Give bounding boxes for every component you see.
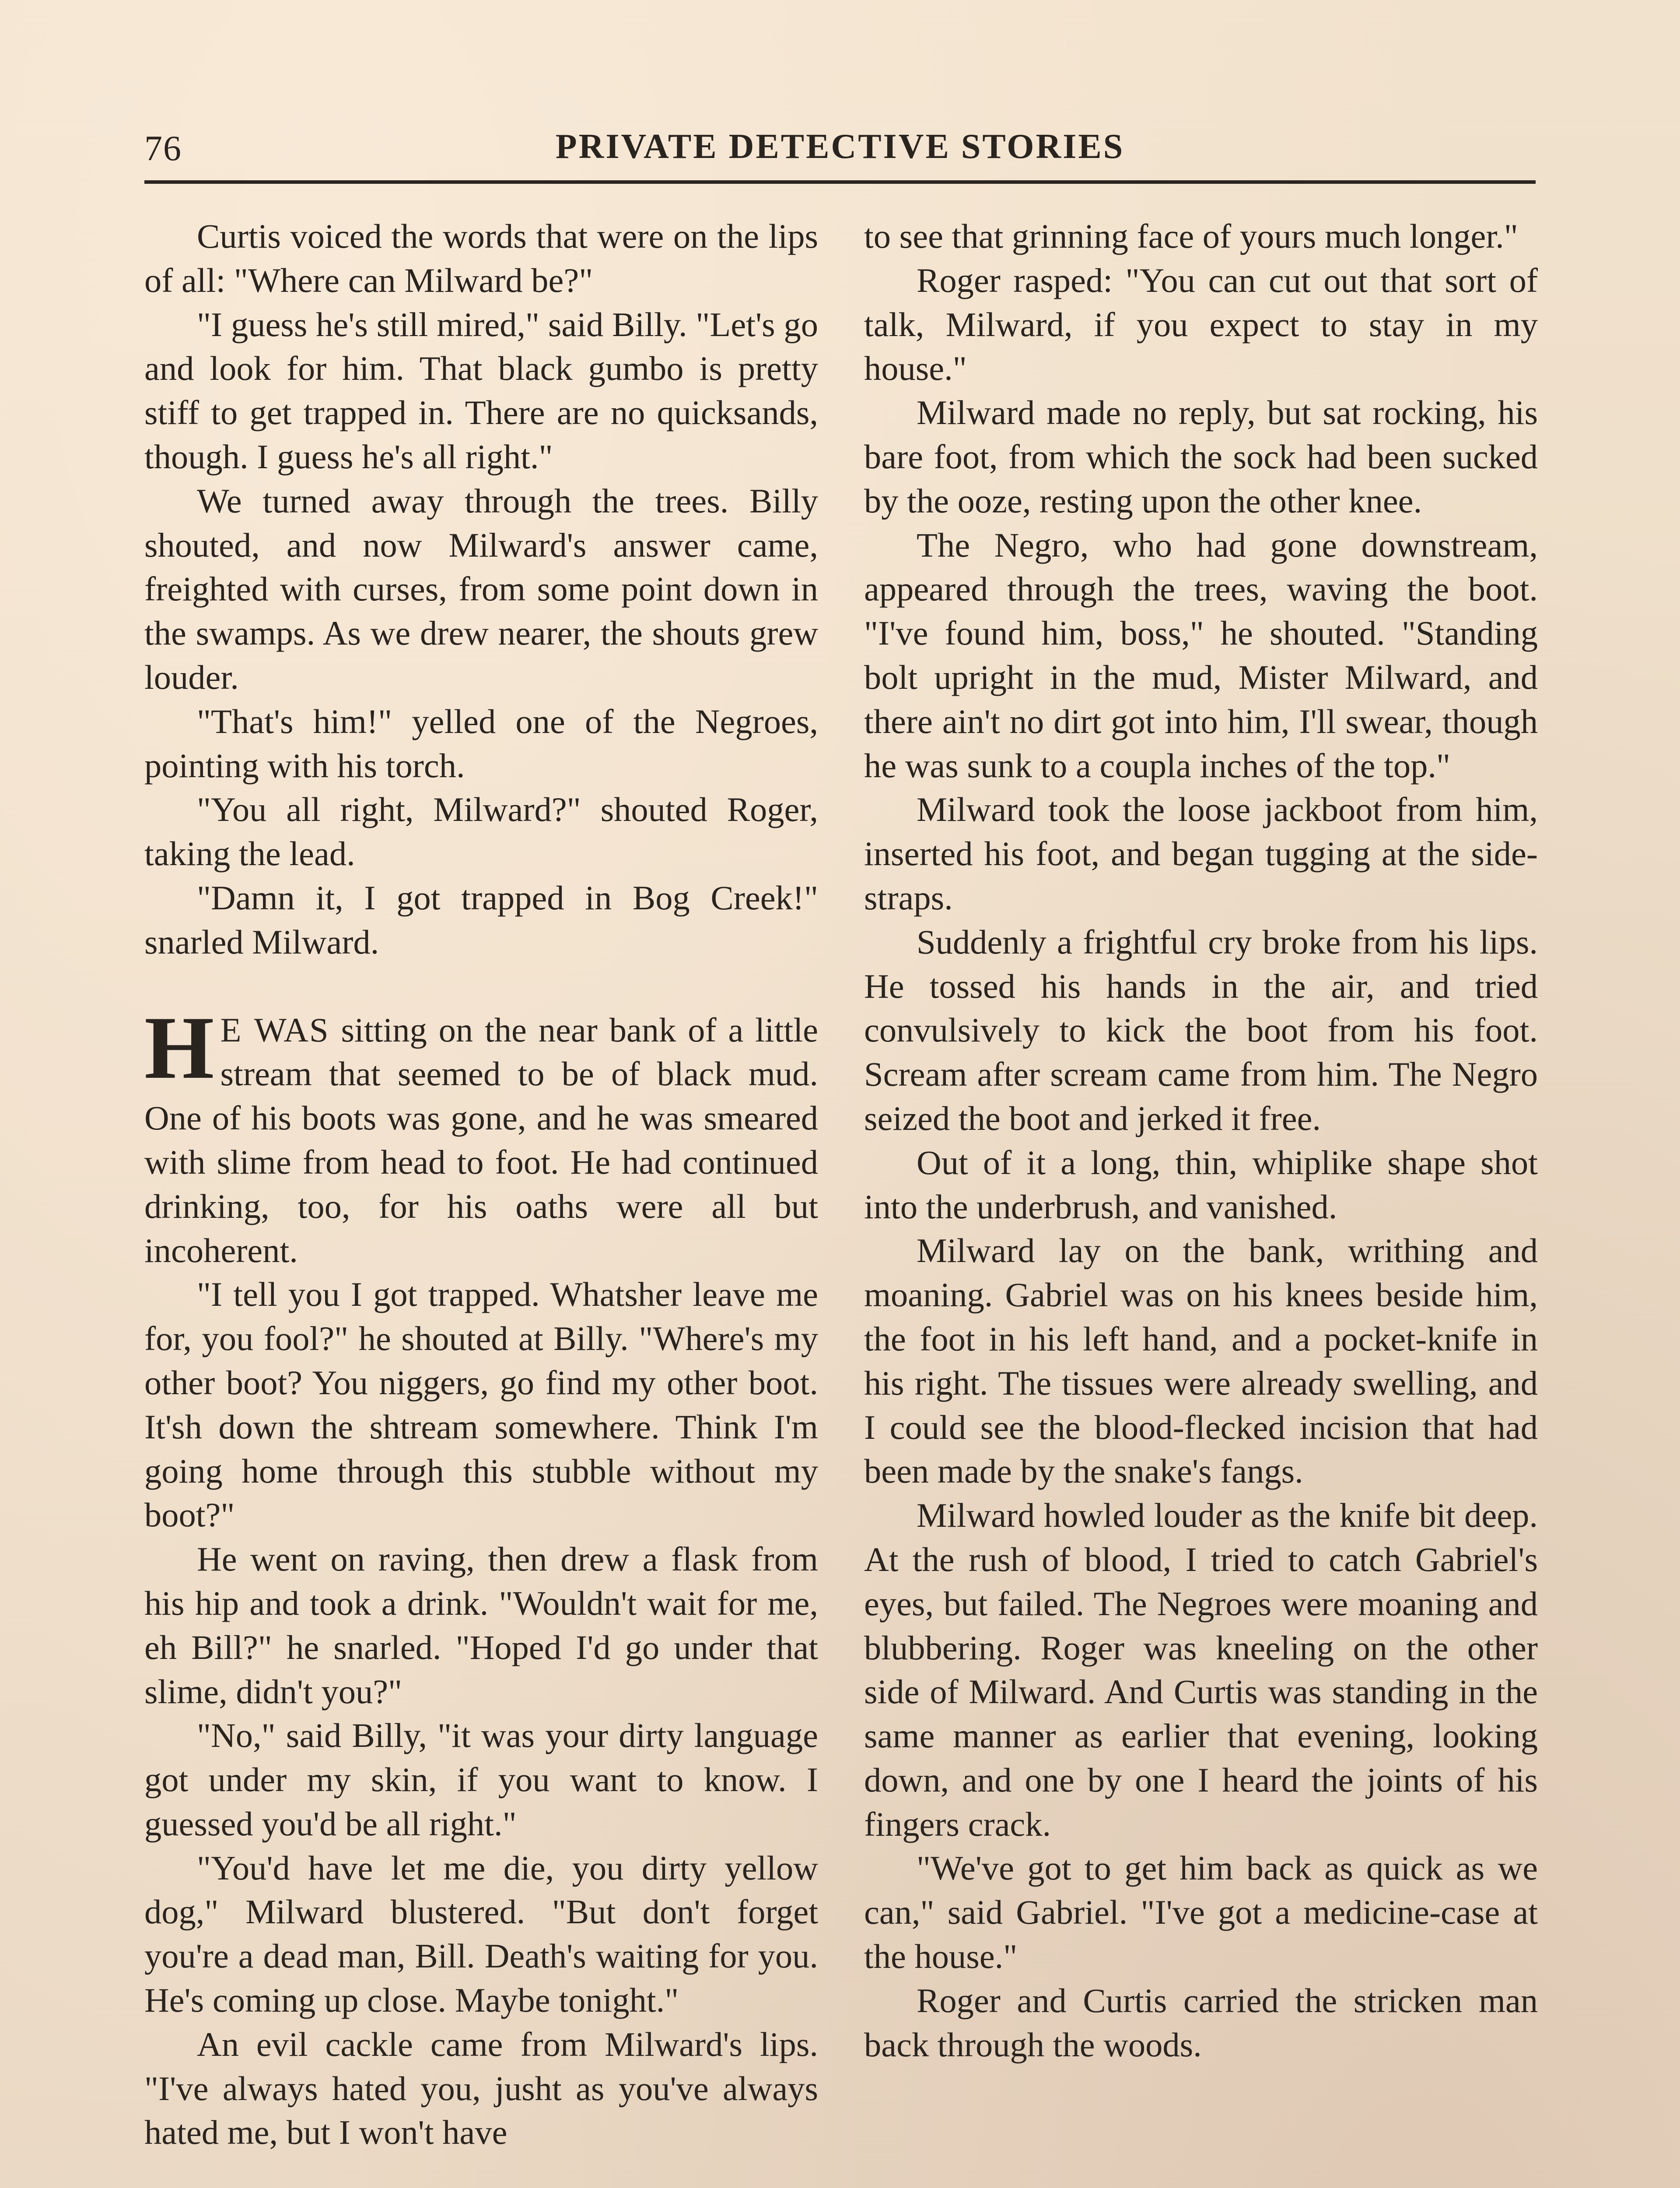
paragraph: Milward lay on the bank, writhing and moaning. Gabriel was on his knees beside him, the foot in his left hand, and a pocket-knife in his right. The tissues were already swelling, and I could see the blood-flecked incision that had been made by the snake's fangs. bbox=[864, 1231, 1538, 1490]
paragraph: "You all right, Milward?" shouted Roger, taking the lead. bbox=[144, 790, 818, 873]
paragraph: We turned away through the trees. Billy shouted, and now Milward's answer came, freighted with curses, from some point down in the swamps. As we drew nearer, the shouts grew louder. bbox=[144, 481, 818, 696]
paragraph: The Negro, who had gone downstream, appeared through the trees, waving the boot. "I've found him, boss," he shouted. "Standing bolt upright in the mud, Mister Milward, and there ain't no dirt got into him, I'll swear, though he was sunk to a coupla inches of the top." bbox=[864, 526, 1538, 785]
paragraph: Milward took the loose jackboot from him, inserted his foot, and began tugging at the side-straps. bbox=[864, 790, 1538, 917]
header-rule bbox=[144, 180, 1536, 184]
paragraph: He went on raving, then drew a flask from his hip and took a drink. "Wouldn't wait for me, eh Bill?" he snarled. "Hoped I'd go under that slime, didn't you?" bbox=[144, 1540, 818, 1711]
paragraph: Out of it a long, thin, whiplike shape shot into the underbrush, and vanished. bbox=[864, 1143, 1538, 1226]
paragraph: Curtis voiced the words that were on the lips of all: "Where can Milward be?" bbox=[144, 217, 818, 299]
right-column bbox=[864, 214, 1538, 2067]
dropcap-paragraph bbox=[144, 998, 818, 1273]
running-head bbox=[144, 118, 1536, 179]
dropcap-letter: H bbox=[144, 998, 214, 1098]
magazine-title: PRIVATE DETECTIVE STORIES bbox=[555, 127, 1125, 166]
paragraph: Suddenly a frightful cry broke from his lips. He tossed his hands in the air, and tried convulsively to kick the boot from his foot. Scream after scream came from him. The Negro seized the boot and jerked it free. bbox=[864, 922, 1538, 1137]
left-column bbox=[144, 214, 818, 2155]
page-number: 76 bbox=[144, 128, 182, 168]
paragraph: "Damn it, I got trapped in Bog Creek!" snarled Milward. bbox=[144, 878, 818, 961]
paragraph: "I tell you I got trapped. Whatsher leave me for, you fool?" he shouted at Billy. "Where's my other boot? You niggers, go find my other boot. It'sh down the shtream somewhere. Think I'm going home through this stubble without my boot?" bbox=[144, 1275, 818, 1534]
paragraph: Milward made no reply, but sat rocking, his bare foot, from which the sock had been sucked by the ooze, resting upon the other knee. bbox=[864, 393, 1538, 520]
paragraph: "No," said Billy, "it was your dirty language got under my skin, if you want to know. I guessed you'd be all right." bbox=[144, 1716, 818, 1843]
paragraph: "I guess he's still mired," said Billy. "Let's go and look for him. That black gumbo is pretty stiff to get trapped in. There are no quicksands, though. I guess he's all right." bbox=[144, 305, 818, 476]
paragraph: Roger rasped: "You can cut out that sort of talk, Milward, if you expect to stay in my house." bbox=[864, 261, 1538, 388]
paragraph: Milward howled louder as the knife bit deep. At the rush of blood, I tried to catch Gabriel's eyes, but failed. The Negroes were moaning and blubbering. Roger was kneeling on the other side of Milward. And Curtis was standing in the same manner as earlier that evening, looking down, and one by one I heard the joints of his fingers crack. bbox=[864, 1496, 1538, 1843]
dropcap-lead-words: E WAS bbox=[220, 1010, 329, 1049]
paragraph: Roger and Curtis carried the stricken man back through the woods. bbox=[864, 1981, 1538, 2064]
continued-paragraph: to see that grinning face of yours much longer." bbox=[864, 217, 1518, 255]
dropcap-paragraph-text: sitting on the near bank of a little stream that seemed to be of black mud. One of his boots was gone, and he was smeared with slime from head to foot. He had continued drinking, too, for his oaths were all but incoherent. bbox=[144, 1010, 818, 1269]
paragraph: "We've got to get him back as quick as we can," said Gabriel. "I've got a medicine-case at the house." bbox=[864, 1849, 1538, 1976]
paragraph: "You'd have let me die, you dirty yellow dog," Milward blustered. "But don't forget you're a dead man, Bill. Death's waiting for you. He's coming up close. Maybe tonight." bbox=[144, 1848, 818, 2020]
paragraph: An evil cackle came from Milward's lips. "I've always hated you, jusht as you've always hated me, but I won't have bbox=[144, 2025, 818, 2152]
paragraph: "That's him!" yelled one of the Negroes, pointing with his torch. bbox=[144, 702, 818, 785]
